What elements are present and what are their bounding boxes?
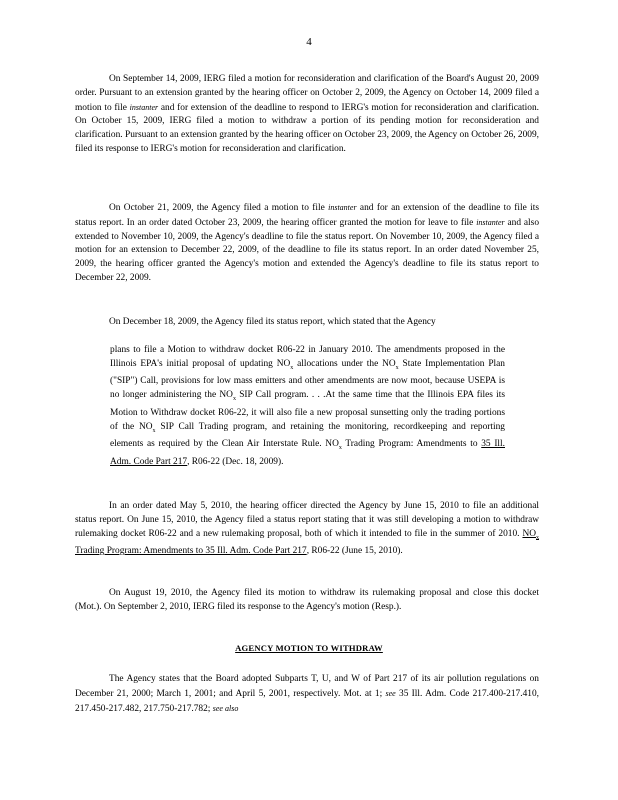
paragraph-december-status-report: On December 18, 2009, the Agency filed its status report, which stated that the Agency — [109, 317, 436, 327]
italic-term: instanter — [328, 203, 357, 212]
text-span: In an order dated May 5, 2010, the hearing officer directed the Agency by June 15, 2010 to file an additional status report. On June 15, 2010, the Agency filed a status report stating that it was still developing a motion to withdraw rulemaking docket R06-22 and a new rulemaking proposal, both of which it intended to file in the summer of 2010. — [75, 501, 539, 539]
text-span: Trading Program: Amendments to — [341, 439, 482, 450]
paragraph-may-june-2010 — [75, 500, 539, 559]
citation-underlined: 35 Ill. Adm. Code Part 217 — [110, 439, 505, 468]
italic-term: see also — [212, 703, 239, 713]
text-span: On September 14, 2009, IERG filed a motion for reconsideration and clarification of the Board's August 20, 2009 order. Pursuant to an extension granted by the hearing officer on October 2, 2009, the Agency on October 14, 2009 filed a motion to file — [75, 74, 539, 113]
subscript: x — [152, 427, 156, 434]
subscript: x — [338, 445, 342, 452]
text-span: and also extended to November 10, 2009, the Agency's deadline to file the status report. On November 10, 2009, the Agency filed a motion for an extension to December 22, 2009, of the deadline to file its status report. In an order dated November 25, 2009, the hearing officer granted the Agency's motion and extended the Agency's deadline to file its status report to December 22, 2009. — [75, 217, 540, 283]
italic-term: see — [385, 688, 396, 698]
text-span: SIP Call Trading program, and retaining the monitoring, recordkeeping and reporting elements as required by the Clean Air Interstate Rule. NO — [110, 421, 505, 450]
subscript: x — [232, 396, 236, 403]
text-span: SIP Call program. . . .At the same time that the Illinois EPA files its Motion to Withdraw docket R06-22, it will also file a new proposal sunsetting only the trading portions of the NO — [110, 390, 506, 432]
citation-underlined: NO — [522, 528, 536, 539]
text-span: The Agency states that the Board adopted Subparts T, U, and W of Part 217 of its air pollution regulations on December 21, 2000; March 1, 2001; and April 5, 2001, respectively. Mot. at 1; — [75, 674, 539, 699]
text-span: and for extension of the deadline to respond to IERG's motion for reconsideration and clarification. On October 15, 2009, IERG filed a motion to withdraw a portion of its pending motion for reconsideration and clarification. Pursuant to an extension granted by the hearing officer on October 23, 2009, the Agency on October 26, 2009, filed its response to IERG's motion for reconsideration and clarification. — [75, 102, 539, 154]
paragraph-status-report-extension — [75, 201, 539, 286]
text-span: and for an extension of the deadline to file its status report. In an order dated October 23, 2009, the hearing officer granted the motion for leave to file — [75, 203, 540, 228]
section-heading — [0, 643, 618, 653]
text-span: On October 21, 2009, the Agency filed a motion to file — [109, 203, 329, 213]
heading-text: AGENCY MOTION TO WITHDRAW — [235, 643, 383, 653]
text-span: allocations under the NO — [293, 358, 396, 369]
paragraph-agency-states — [75, 673, 539, 716]
paragraph-august-2010-motion: On August 19, 2010, the Agency filed its motion to withdraw its rulemaking proposal and close this docket (Mot.). On September 2, 2010, IERG filed its response to the Agency's motion (Resp.). — [75, 588, 539, 612]
text-span: plans to file a Motion to withdraw docket R06-22 in January 2010. The amendments proposed in the Illinois EPA's initial proposal of updating NO — [110, 345, 505, 369]
subscript: x — [536, 534, 539, 541]
paragraph-reconsideration-motion — [75, 73, 539, 157]
italic-term: instanter — [129, 102, 159, 112]
text-span: , R06-22 (June 15, 2010). — [306, 546, 403, 557]
block-quote-status-report — [110, 344, 505, 470]
italic-term: instanter — [476, 217, 505, 227]
subscript: x — [290, 364, 294, 371]
text-span: State Implementation Plan ("SIP") Call, provisions for low mass emitters and other amendments are now moot, because USEPA is no longer administering the NO — [110, 358, 505, 401]
page-number: 4 — [306, 36, 312, 48]
text-span: 35 Ill. Adm. Code 217.400-217.410, 217.450-217.482, 217.750-217.782; — [75, 688, 539, 714]
subscript: x — [395, 364, 399, 371]
text-span: , R06-22 (Dec. 18, 2009). — [187, 457, 284, 468]
citation-underlined: Trading Program: Amendments to 35 Ill. Adm. Code Part 217 — [75, 546, 307, 557]
